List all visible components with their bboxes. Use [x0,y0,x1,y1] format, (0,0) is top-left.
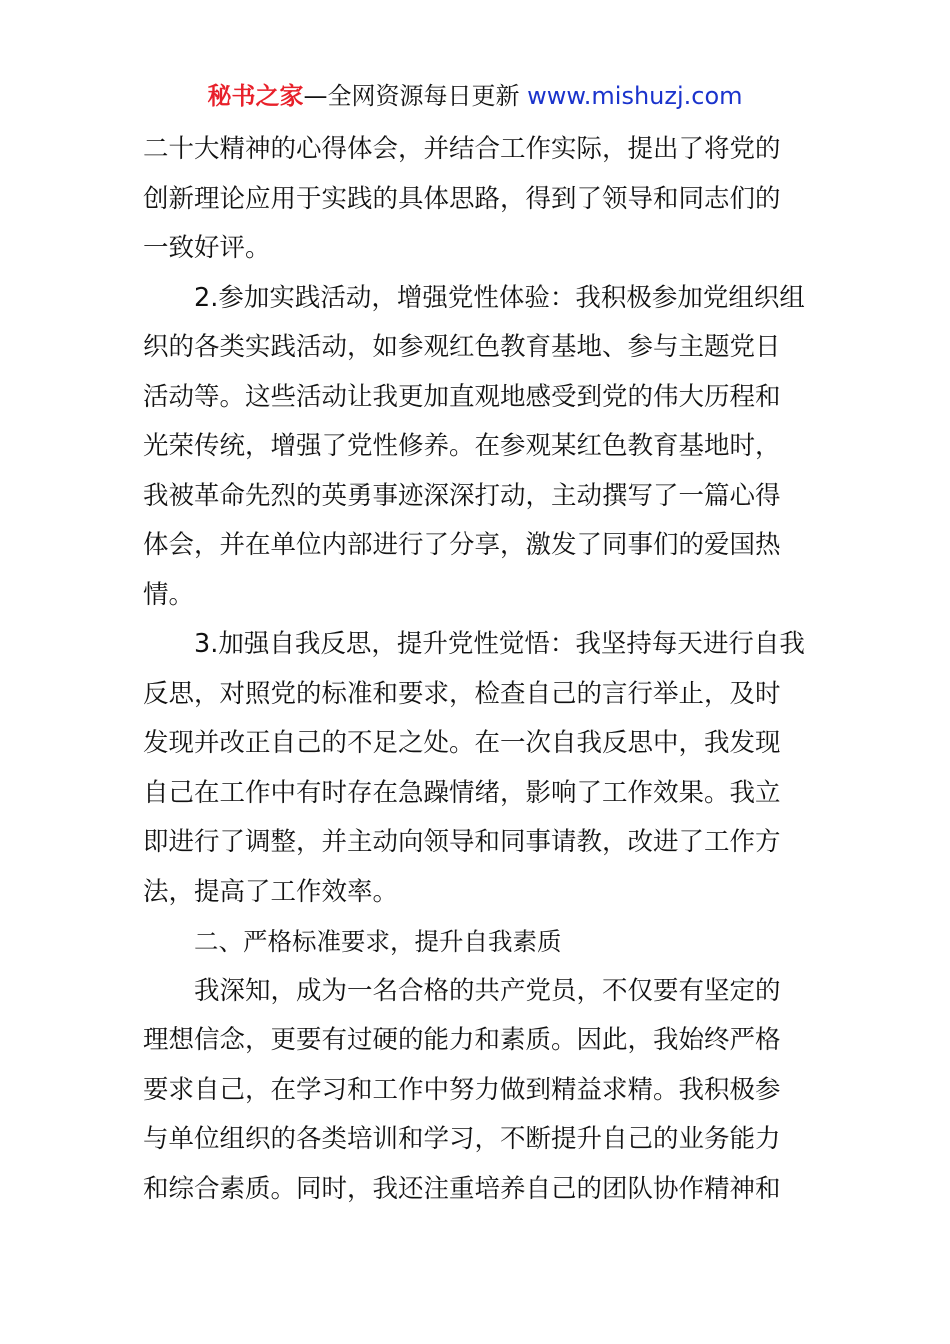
text-line: 活动等。这些活动让我更加直观地感受到党的伟大历程和 [143,381,781,412]
site-brand: 秘书之家 [207,82,304,110]
text-line: 体会，并在单位内部进行了分享，激发了同事们的爱国热 [143,530,781,560]
site-tagline: —全网资源每日更新 [303,82,520,110]
document-body [143,125,811,1214]
text-line: 织的各类实践活动，如参观红色教育基地、参与主题党日 [143,332,781,362]
text-line: 自己在工作中有时存在急躁情绪，影响了工作效果。我立 [143,777,781,808]
text-line: 3.加强自我反思，提升党性觉悟：我坚持每天进行自我 [194,629,805,659]
text-line: 与单位组织的各类培训和学习，不断提升自己的业务能力 [143,1124,781,1154]
text-line: 和综合素质。同时，我还注重培养自己的团队协作精神和 [143,1173,781,1204]
site-url[interactable]: www.mishuzj.com [527,82,743,110]
text-line: 要求自己，在学习和工作中努力做到精益求精。我积极参 [143,1074,781,1105]
page-header [0,80,950,112]
text-line: 发现并改正自己的不足之处。在一次自我反思中，我发现 [143,728,781,758]
text-line: 2.参加实践活动，增强党性体验：我积极参加党组织组 [194,282,805,313]
text-line: 即进行了调整，并主动向领导和同事请教，改进了工作方 [143,827,781,857]
text-line: 我深知，成为一名合格的共产党员，不仅要有坚定的 [194,975,781,1006]
text-line: 二十大精神的心得体会，并结合工作实际，提出了将党的 [143,134,781,164]
section-heading: 二、严格标准要求，提升自我素质 [194,927,562,956]
text-line: 创新理论应用于实践的具体思路，得到了领导和同志们的 [143,183,781,214]
text-line: 情。 [143,579,195,610]
text-line: 光荣传统，增强了党性修养。在参观某红色教育基地时， [143,431,781,461]
text-line: 法，提高了工作效率。 [143,876,399,907]
text-line: 一致好评。 [143,233,271,263]
text-line: 我被革命先烈的英勇事迹深深打动，主动撰写了一篇心得 [143,480,781,511]
text-line: 反思，对照党的标准和要求，检查自己的言行举止，及时 [143,678,781,709]
text-line: 理想信念，更要有过硬的能力和素质。因此，我始终严格 [143,1025,781,1055]
